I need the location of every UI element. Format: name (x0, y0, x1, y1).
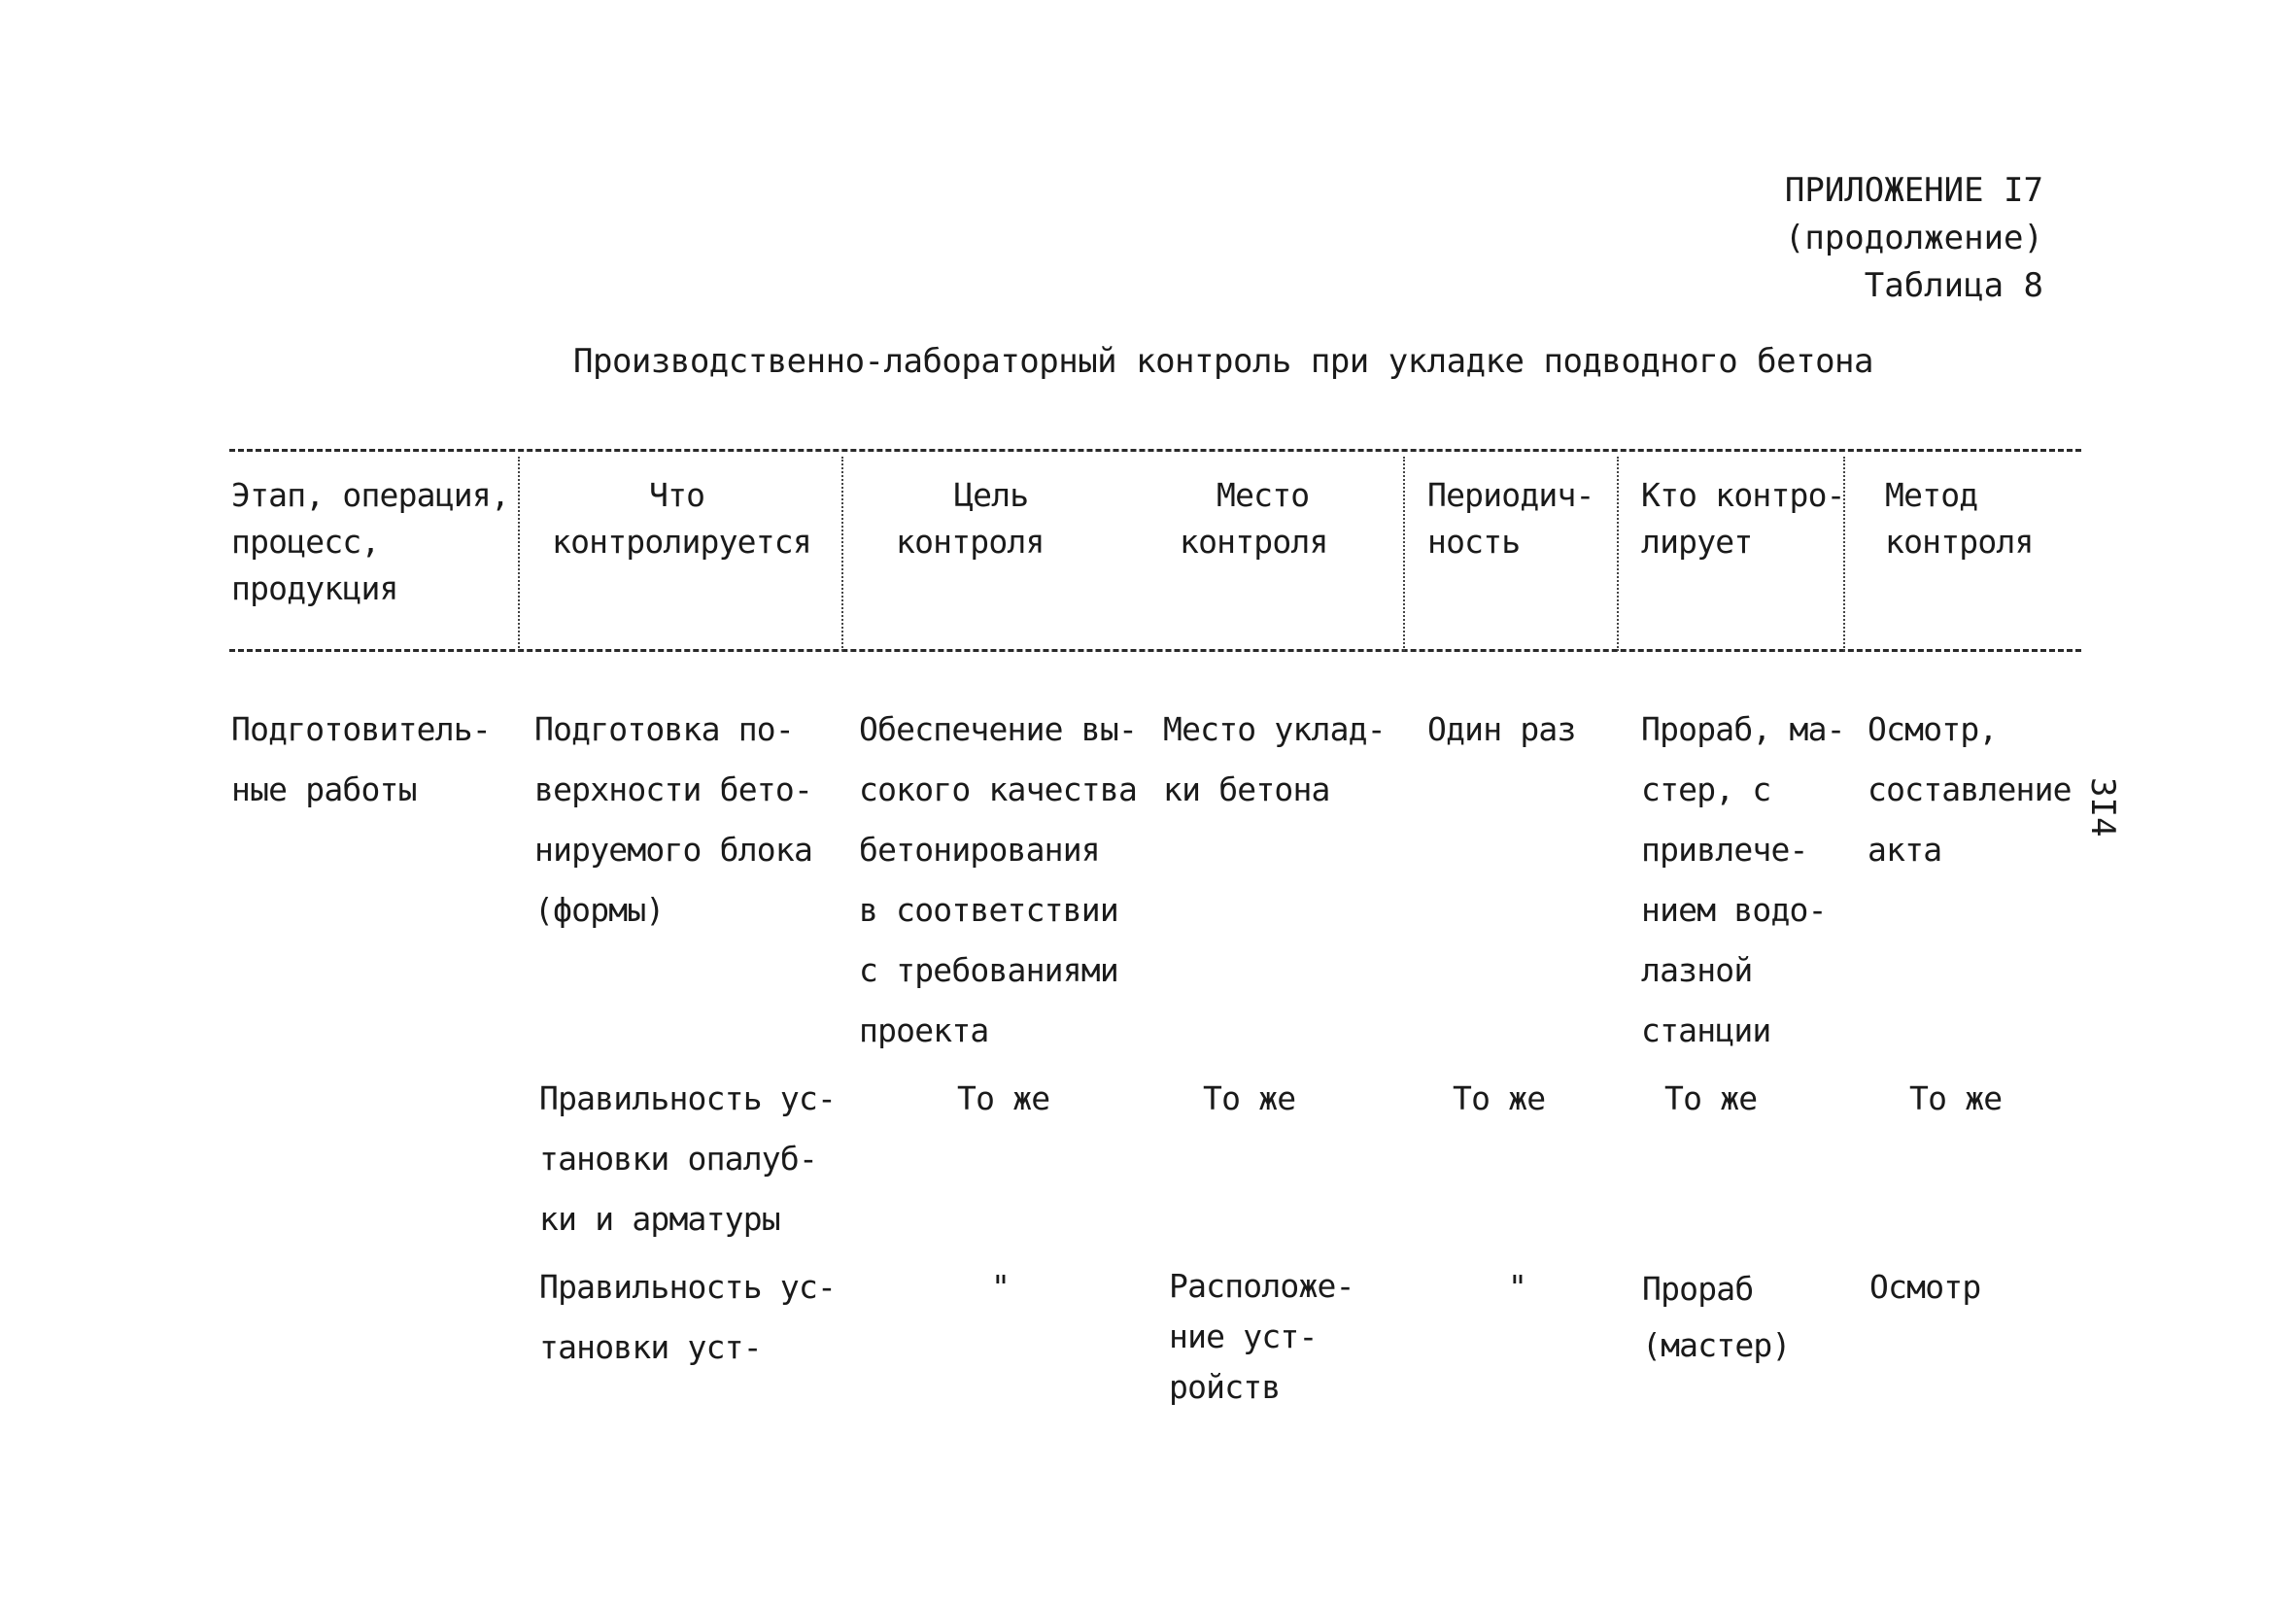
table-header-bottom-rule (229, 649, 2081, 652)
cell-what: Правильность ус- тановки опалуб- ки и арматуры (539, 1079, 837, 1238)
column-header-who: Кто контро- лирует (1641, 476, 1845, 561)
cell-goal: Обеспечение вы- сокого качества бетонирования в соответствии с требованиями проекта (859, 710, 1138, 1049)
column-header-goal: Цель контроля (896, 476, 1045, 561)
cell-who: То же (1664, 1079, 1758, 1117)
cell-method: Осмотр, составление акта (1868, 710, 2072, 869)
cell-periodicity: " (1508, 1268, 1527, 1306)
cell-place: Место уклад- ки бетона (1163, 710, 1386, 808)
cell-goal: То же (957, 1079, 1050, 1117)
table-number-label: Таблица 8 (1864, 266, 2043, 305)
cell-stage: Подготовитель- ные работы (231, 710, 491, 808)
column-header-place: Место контроля (1180, 476, 1328, 561)
column-header-stage: Этап, операция, процесс, продукция (231, 476, 510, 607)
cell-goal: " (991, 1268, 1011, 1306)
cell-place: То же (1203, 1079, 1296, 1117)
column-header-periodicity: Периодич- ность (1427, 476, 1594, 561)
column-header-what: Что контролируется (552, 476, 811, 561)
cell-who: Прораб (мастер) (1642, 1270, 1791, 1364)
column-header-method: Метод контроля (1885, 476, 2034, 561)
cell-method: То же (1909, 1079, 2003, 1117)
continuation-label: (продолжение) (1784, 219, 2043, 257)
column-divider (518, 457, 520, 651)
table-title: Производственно-лабораторный контроль при укладке подводного бетона (573, 342, 1873, 381)
cell-method: Осмотр (1869, 1268, 1981, 1306)
column-divider (1617, 457, 1619, 651)
table-top-rule (229, 449, 2081, 452)
column-divider (841, 457, 843, 651)
cell-periodicity: Один раз (1427, 710, 1576, 748)
cell-periodicity: То же (1453, 1079, 1546, 1117)
cell-what: Подготовка по- верхности бето- нируемого блока (формы) (534, 710, 813, 929)
page-number: 3I4 (2083, 777, 2122, 838)
annex-label: ПРИЛОЖЕНИЕ I7 (1784, 171, 2043, 210)
cell-place: Расположе- ние уст- ройств (1169, 1267, 1354, 1406)
cell-who: Прораб, ма- стер, с привлече- нием водо- лазной станции (1641, 710, 1845, 1049)
column-divider (1403, 457, 1405, 651)
cell-what: Правильность ус- тановки уст- (539, 1268, 837, 1366)
